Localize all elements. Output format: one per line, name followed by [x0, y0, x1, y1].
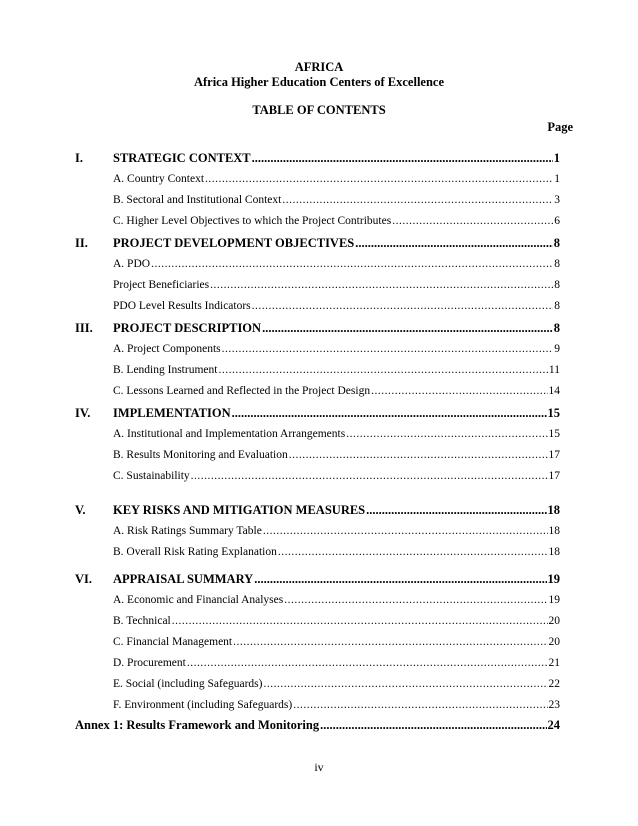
entry-title: A. Project Components	[113, 343, 221, 355]
entry-page-number: 18	[548, 525, 560, 537]
dot-leader	[355, 236, 552, 251]
section-number: III.	[75, 321, 93, 335]
toc-section-row[interactable]	[75, 236, 560, 251]
entry-page-number: 15	[548, 428, 560, 440]
dot-leader	[320, 718, 546, 733]
dot-leader	[252, 151, 553, 166]
section-number: VI.	[75, 572, 93, 586]
section-number: IV.	[75, 406, 91, 420]
section-title: KEY RISKS AND MITIGATION MEASURES	[113, 503, 366, 517]
entry-page-number: 14	[548, 385, 560, 397]
entry-page-number: 8	[554, 258, 560, 270]
entry-title: D. Procurement	[113, 657, 186, 669]
toc-entry-row[interactable]	[113, 385, 560, 397]
entry-title: PDO Level Results Indicators	[113, 300, 251, 312]
page-column-label: Page	[547, 120, 573, 134]
dot-leader	[293, 699, 547, 711]
region-heading: AFRICA	[294, 60, 344, 74]
entry-title: B. Overall Risk Rating Explanation	[113, 546, 277, 558]
toc-section-row[interactable]	[75, 406, 560, 421]
entry-title: B. Sectoral and Institutional Context	[113, 194, 282, 206]
entry-title: A. Country Context	[113, 173, 205, 185]
entry-page-number: 21	[548, 657, 560, 669]
entry-page-number: 17	[548, 449, 560, 461]
dot-leader	[392, 215, 553, 227]
dot-leader	[151, 258, 553, 270]
section-title: STRATEGIC CONTEXT	[113, 151, 251, 165]
section-page-number: 19	[547, 572, 560, 586]
section-number: I.	[75, 151, 83, 165]
entry-page-number: 20	[548, 636, 560, 648]
section-page-number: 15	[547, 406, 560, 420]
entry-title: B. Lending Instrument	[113, 364, 218, 376]
dot-leader	[284, 594, 547, 606]
entry-page-number: 8	[554, 300, 560, 312]
entry-title: A. Institutional and Implementation Arrangements	[113, 428, 346, 440]
dot-leader	[191, 470, 548, 482]
toc-annex-row[interactable]	[75, 718, 560, 733]
entry-page-number: 3	[554, 194, 560, 206]
toc-entry-row[interactable]	[113, 525, 560, 537]
dot-leader	[205, 173, 553, 185]
section-title: PROJECT DEVELOPMENT OBJECTIVES	[113, 236, 355, 250]
entry-page-number: 9	[554, 343, 560, 355]
entry-title: C. Financial Management	[113, 636, 233, 648]
toc-section-row[interactable]	[75, 503, 560, 518]
entry-title: B. Results Monitoring and Evaluation	[113, 449, 288, 461]
toc-entry-row[interactable]	[113, 428, 560, 440]
toc-entry-row[interactable]	[113, 615, 560, 627]
entry-page-number: 20	[548, 615, 560, 627]
section-page-number: 18	[547, 503, 560, 517]
section-title: IMPLEMENTATION	[113, 406, 231, 420]
toc-entry-row[interactable]	[113, 215, 560, 227]
dot-leader	[210, 279, 553, 291]
toc-entry-row[interactable]	[113, 173, 560, 185]
dot-leader	[278, 546, 548, 558]
dot-leader	[222, 343, 554, 355]
dot-leader	[263, 525, 548, 537]
dot-leader	[366, 503, 546, 518]
toc-title: TABLE OF CONTENTS	[252, 103, 386, 117]
entry-page-number: 11	[548, 364, 560, 376]
section-page-number: 1	[553, 151, 560, 165]
section-page-number: 8	[553, 236, 560, 250]
dot-leader	[233, 636, 547, 648]
dot-leader	[263, 678, 547, 690]
toc-entry-row[interactable]	[113, 449, 560, 461]
entry-page-number: 6	[554, 215, 560, 227]
annex-page-number: 24	[547, 718, 560, 732]
dot-leader	[232, 406, 547, 421]
dot-leader	[252, 300, 554, 312]
page-footer-number: iv	[314, 760, 324, 774]
entry-page-number: 1	[554, 173, 560, 185]
entry-title: F. Environment (including Safeguards)	[113, 699, 293, 711]
entry-page-number: 8	[554, 279, 560, 291]
dot-leader	[346, 428, 547, 440]
dot-leader	[371, 385, 547, 397]
entry-page-number: 22	[548, 678, 560, 690]
entry-title: Project Beneficiaries	[113, 279, 210, 291]
entry-title: E. Social (including Safeguards)	[113, 678, 263, 690]
toc-entry-row[interactable]	[113, 258, 560, 270]
toc-entry-row[interactable]	[113, 699, 560, 711]
toc-entry-row[interactable]	[113, 546, 560, 558]
section-number: II.	[75, 236, 88, 250]
toc-entry-row[interactable]	[113, 364, 560, 376]
project-title: Africa Higher Education Centers of Excellence	[193, 75, 445, 89]
dot-leader	[282, 194, 553, 206]
annex-title: Annex 1: Results Framework and Monitoring	[75, 718, 320, 732]
toc-entry-row[interactable]	[113, 194, 560, 206]
entry-page-number: 23	[548, 699, 560, 711]
dot-leader	[187, 657, 548, 669]
toc-entry-row[interactable]	[113, 470, 560, 482]
toc-entry-row[interactable]	[113, 657, 560, 669]
toc-entry-row[interactable]	[113, 636, 560, 648]
toc-entry-row[interactable]	[113, 343, 560, 355]
entry-title: A. Risk Ratings Summary Table	[113, 525, 262, 537]
entry-title: A. PDO	[113, 258, 151, 270]
entry-page-number: 19	[548, 594, 560, 606]
toc-section-row[interactable]	[75, 321, 560, 336]
entry-title: C. Lessons Learned and Reflected in the Project Design	[113, 385, 371, 397]
entry-title: C. Higher Level Objectives to which the Project Contributes	[113, 215, 392, 227]
toc-section-row[interactable]	[75, 572, 560, 587]
dot-leader	[172, 615, 548, 627]
dot-leader	[289, 449, 548, 461]
toc-entry-row[interactable]	[113, 279, 560, 291]
toc-entry-row[interactable]	[113, 594, 560, 606]
section-title: PROJECT DESCRIPTION	[113, 321, 262, 335]
dot-leader	[262, 321, 553, 336]
entry-page-number: 18	[548, 546, 560, 558]
section-number: V.	[75, 503, 86, 517]
entry-page-number: 17	[548, 470, 560, 482]
toc-entry-row[interactable]	[113, 678, 560, 690]
dot-leader	[218, 364, 547, 376]
toc-entry-row[interactable]	[113, 300, 560, 312]
section-title: APPRAISAL SUMMARY	[113, 572, 254, 586]
toc-section-row[interactable]	[75, 151, 560, 166]
section-page-number: 8	[553, 321, 560, 335]
dot-leader	[254, 572, 546, 587]
entry-title: A. Economic and Financial Analyses	[113, 594, 284, 606]
entry-title: B. Technical	[113, 615, 171, 627]
entry-title: C. Sustainability	[113, 470, 190, 482]
